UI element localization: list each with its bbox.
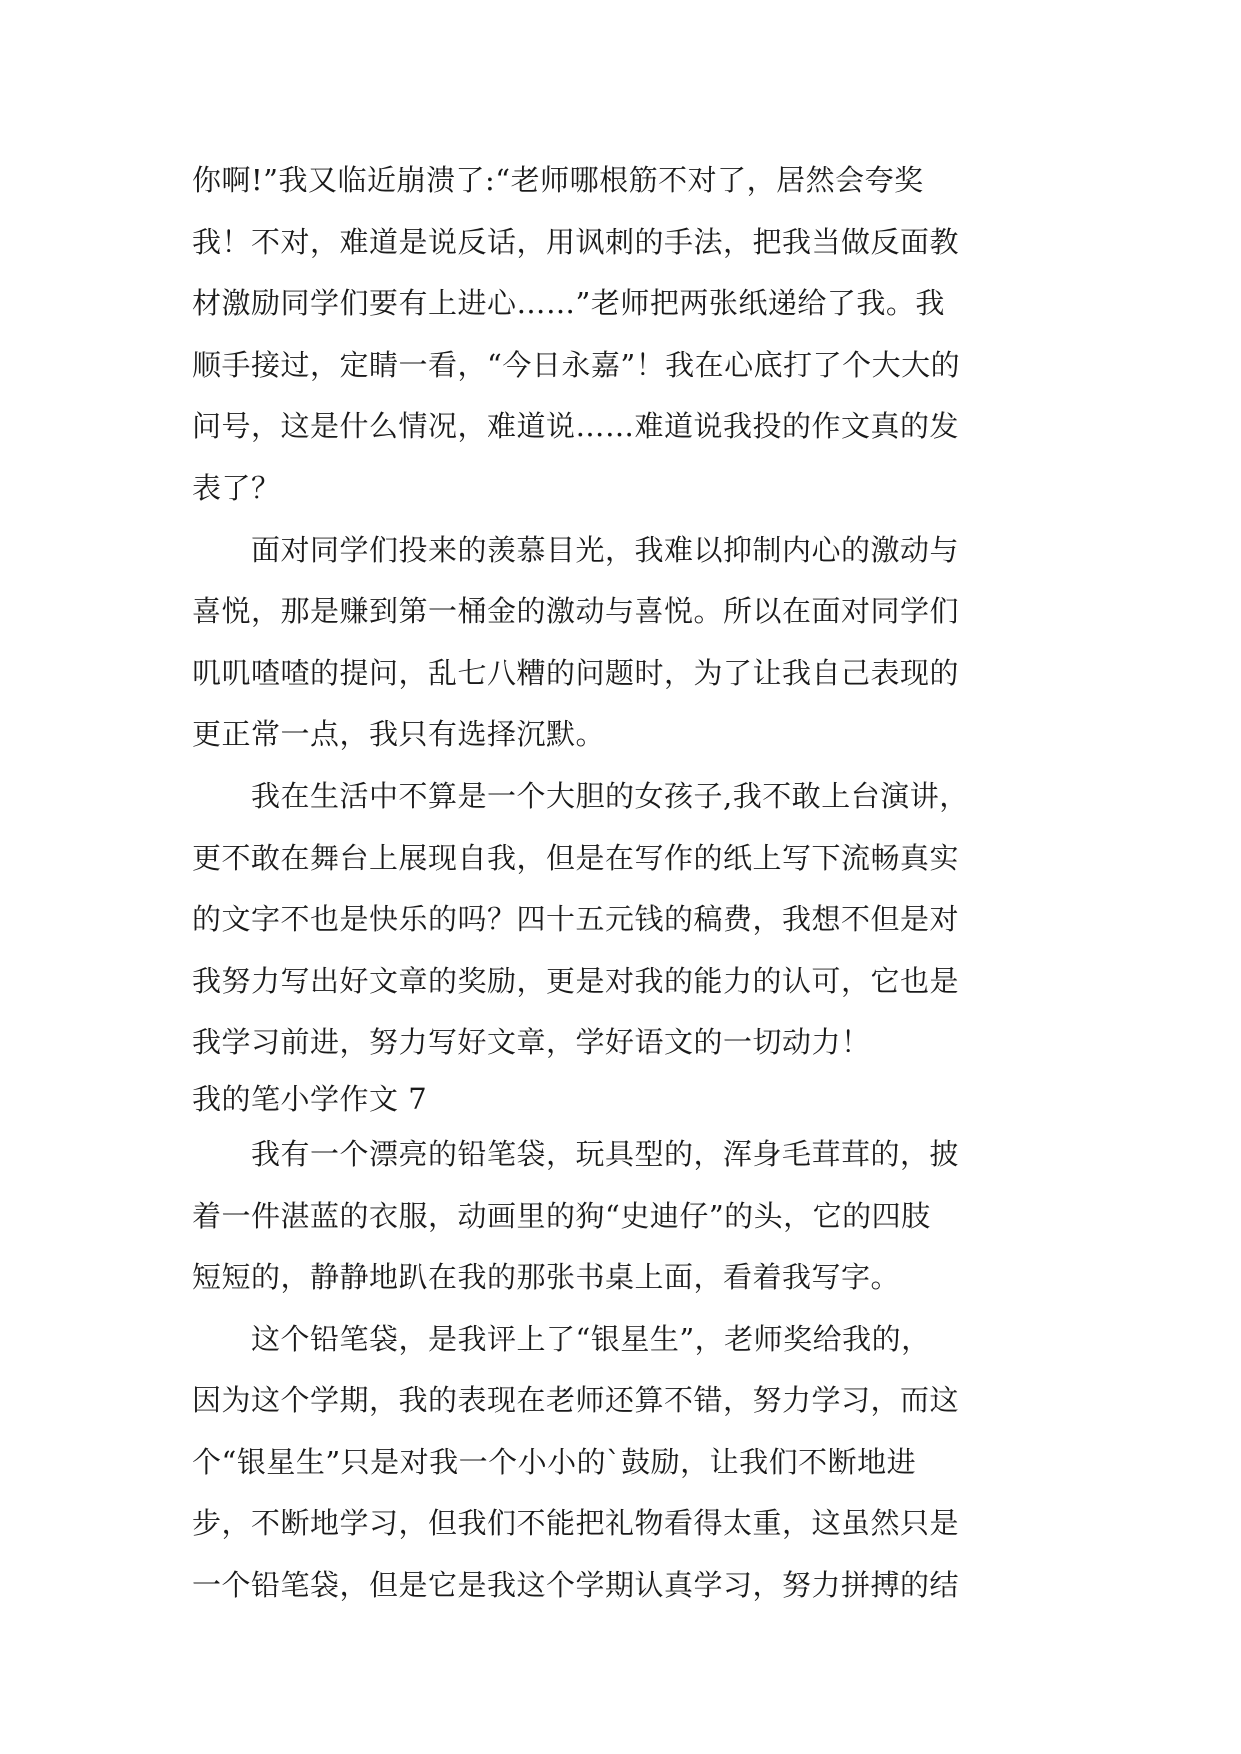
text-line: 步，不断地学习，但我们不能把礼物看得太重，这虽然只是 bbox=[192, 1506, 960, 1541]
text-line: 我！不对，难道是说反话，用讽刺的手法，把我当做反面教 bbox=[192, 224, 960, 259]
text-line: 材激励同学们要有上进心……”老师把两张纸递给了我。我 bbox=[192, 286, 945, 321]
text-line: 顺手接过，定睛一看，“今日永嘉”！我在心底打了个大大的 bbox=[192, 347, 961, 382]
text-line: 问号，这是什么情况，难道说……难道说我投的作文真的发 bbox=[192, 409, 960, 444]
text-line: 更不敢在舞台上展现自我，但是在写作的纸上写下流畅真实 bbox=[192, 840, 960, 875]
text-line: 表了？ bbox=[192, 470, 281, 505]
text-line: 个“银星生”只是对我一个小小的`鼓励，让我们不断地进 bbox=[192, 1444, 917, 1479]
paragraph bbox=[192, 1309, 1052, 1617]
text-line: 喜悦，那是赚到第一桶金的激动与喜悦。所以在面对同学们 bbox=[192, 594, 960, 629]
text-line: 这个铅笔袋，是我评上了“银星生”，老师奖给我的， bbox=[192, 1321, 931, 1356]
text-line: 的文字不也是快乐的吗？四十五元钱的稿费，我想不但是对 bbox=[192, 902, 960, 937]
text-line: 我努力写出好文章的奖励，更是对我的能力的认可，它也是 bbox=[192, 963, 960, 998]
text-line: 叽叽喳喳的提问，乱七八糟的问题时，为了让我自己表现的 bbox=[192, 655, 960, 690]
text-line: 着一件湛蓝的衣服，动画里的狗“史迪仔”的头，它的四肢 bbox=[192, 1198, 931, 1233]
section-heading bbox=[192, 1074, 1052, 1124]
text-line: 更正常一点，我只有选择沉默。 bbox=[192, 717, 606, 752]
text-line: 一个铅笔袋，但是它是我这个学期认真学习，努力拼搏的结 bbox=[192, 1568, 960, 1603]
text-line: 我学习前进，努力写好文章，学好语文的一切动力！ bbox=[192, 1025, 871, 1060]
paragraph bbox=[192, 150, 1052, 520]
text-line: 你啊!”我又临近崩溃了:“老师哪根筋不对了，居然会夸奖 bbox=[192, 163, 924, 197]
paragraph bbox=[192, 1124, 1052, 1309]
paragraph bbox=[192, 520, 1052, 766]
text-line: 我在生活中不算是一个大胆的女孩子,我不敢上台演讲， bbox=[192, 778, 969, 813]
document-body bbox=[192, 150, 1052, 1617]
text-line: 短短的，静静地趴在我的那张书桌上面，看着我写字。 bbox=[192, 1260, 901, 1295]
paragraph bbox=[192, 766, 1052, 1074]
heading-text: 我的笔小学作文 7 bbox=[192, 1081, 428, 1116]
text-line: 面对同学们投来的羡慕目光，我难以抑制内心的激动与 bbox=[192, 532, 960, 567]
text-line: 因为这个学期，我的表现在老师还算不错，努力学习，而这 bbox=[192, 1383, 960, 1418]
text-line: 我有一个漂亮的铅笔袋，玩具型的，浑身毛茸茸的，披 bbox=[192, 1136, 960, 1171]
